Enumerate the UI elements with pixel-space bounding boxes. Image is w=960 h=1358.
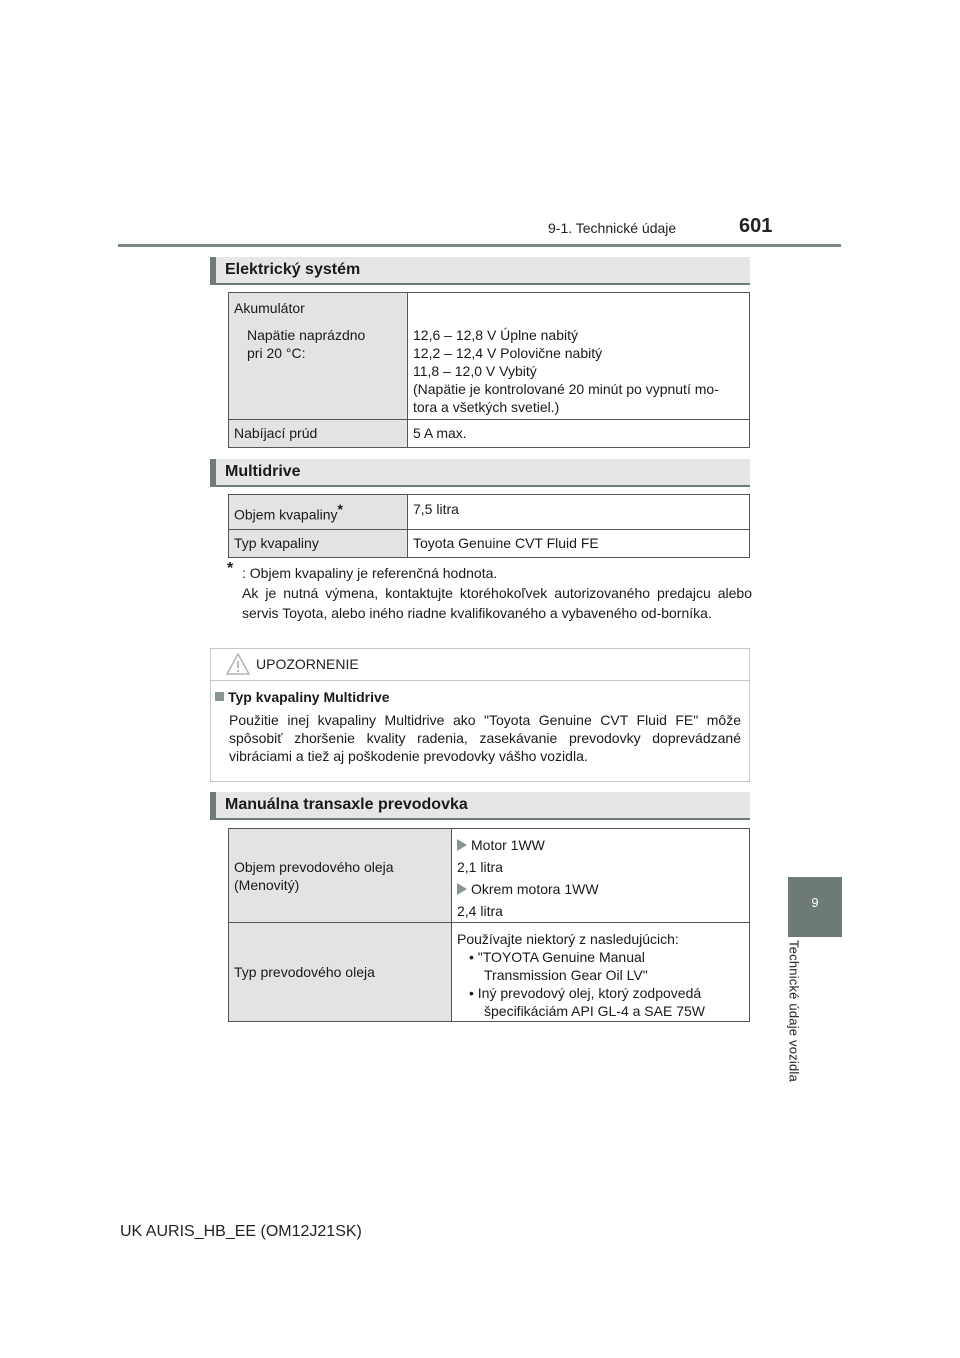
electrical-title: Elektrický systém [225,261,361,278]
fluid-type-label-cell [229,529,408,557]
multidrive-title: Multidrive [225,463,301,480]
triangle-bullet-icon [457,839,467,851]
voltage-values [408,293,749,416]
table-row [229,293,750,420]
oil-type-intro: Používajte niektorý z nasledujúcich: [457,931,679,947]
capacity-label-text: Objem kvapaliny [234,506,338,523]
capacity-value-cell [408,495,750,530]
caution-header [211,649,749,681]
table-row [229,420,750,448]
multidrive-heading [210,459,750,487]
fluid-type-value: Toyota Genuine CVT Fluid FE [413,534,599,551]
caution-header-text: UPOZORNENIE [256,656,359,672]
capacity-label [229,495,407,529]
fluid-type-value-cell [408,529,750,557]
capacity-value: 7,5 litra [413,501,459,517]
footnote-line2: Ak je nutná výmena, kontaktujte ktoréhokoľvek autorizovaného predajcu alebo servis Toyota, alebo iného riadne kvalifikovaného a vybaveného od-borníka. [242,585,752,621]
oil-type-value-cell [452,923,750,1022]
voltage-note-line1: (Napätie je kontrolované 20 minút po vypnutí mo- [413,381,719,397]
oil-option-2-line1: • Iný prevodový olej, ktorý zodpovedá [469,985,702,1001]
footnote-star: * [337,501,343,517]
engine-2: Okrem motora 1WW [471,881,599,897]
charge-value-cell [408,420,750,448]
battery-label-cell [229,293,408,420]
oil-capacity-label [229,858,451,894]
voltage-note-line2: tora a všetkých svetiel.) [413,399,560,415]
battery-label: Akumulátor [234,300,305,316]
multidrive-table [228,494,750,558]
caution-body: Použitie inej kvapaliny Multidrive ako "Toyota Genuine CVT Fluid FE" môže spôsobiť zhoršenie kvality radenia, zasekávanie prevodovky doprevádzané vibráciami a tiež aj poškodenie prevodovky vášho vozidla. [229,712,741,764]
oil-type-label: Typ prevodového oleja [234,964,375,980]
battery-value-cell [408,293,750,420]
charge-label-cell [229,420,408,448]
voltage-label [229,316,407,362]
footnote-text [242,563,752,623]
header-rule [118,244,841,247]
fluid-type-label: Typ kvapaliny [234,534,319,551]
caution-box [210,648,750,782]
warning-icon [225,652,251,676]
manual-title: Manuálna transaxle prevodovka [225,796,468,813]
chapter-label: Technické údaje vozidla [786,940,802,1082]
table-row [229,829,750,923]
footnote-line1: : Objem kvapaliny je referenčná hodnota. [242,565,498,581]
engine-2-row [457,878,744,900]
oil-option-2-line2: špecifikáciám API GL-4 a SAE 75W [484,1003,705,1019]
voltage-line: 12,2 – 12,4 V Polovične nabitý [413,345,603,361]
footnote-marker: * [227,560,234,577]
electrical-table [228,292,750,448]
oil-type-values [452,923,749,1020]
oil-option-1-line1: • "TOYOTA Genuine Manual [469,949,645,965]
chapter-number: 9 [811,895,819,910]
oil-capacity-label-line2: (Menovitý) [234,876,300,893]
oil-capacity-label-line1: Objem prevodového oleja [234,858,394,875]
electrical-heading [210,257,750,285]
engine-1-row [457,834,744,856]
engine-1: Motor 1WW [471,837,545,853]
oil-capacity-values [452,829,749,922]
oil-capacity-label-cell [229,829,452,923]
manual-table [228,828,750,1022]
voltage-label-line1: Napätie naprázdno [247,327,366,343]
voltage-line: 12,6 – 12,8 V Úplne nabitý [413,327,579,343]
capacity-label-cell [229,495,408,530]
capacity-2: 2,4 litra [457,903,503,919]
caution-title: Typ kvapaliny Multidrive [228,689,390,705]
table-row [229,923,750,1022]
page-number: 601 [739,215,773,237]
capacity-1: 2,1 litra [457,859,503,875]
section-title: 9-1. Technické údaje [548,220,677,236]
oil-type-label-cell [229,923,452,1022]
chapter-tab [788,877,842,937]
square-bullet-icon [215,692,224,701]
triangle-bullet-icon [457,883,467,895]
charge-value: 5 A max. [413,425,467,441]
oil-option-1-line2: Transmission Gear Oil LV" [484,967,648,983]
document-code: UK AURIS_HB_EE (OM12J21SK) [120,1223,362,1240]
voltage-label-line2: pri 20 °C: [247,345,306,361]
table-row [229,495,750,530]
chapter-label-wrap [780,940,808,1110]
oil-capacity-value-cell [452,829,750,923]
voltage-line: 11,8 – 12,0 V Vybitý [413,363,537,379]
manual-heading [210,792,750,820]
table-row [229,529,750,557]
charge-label: Nabíjací prúd [234,425,318,441]
